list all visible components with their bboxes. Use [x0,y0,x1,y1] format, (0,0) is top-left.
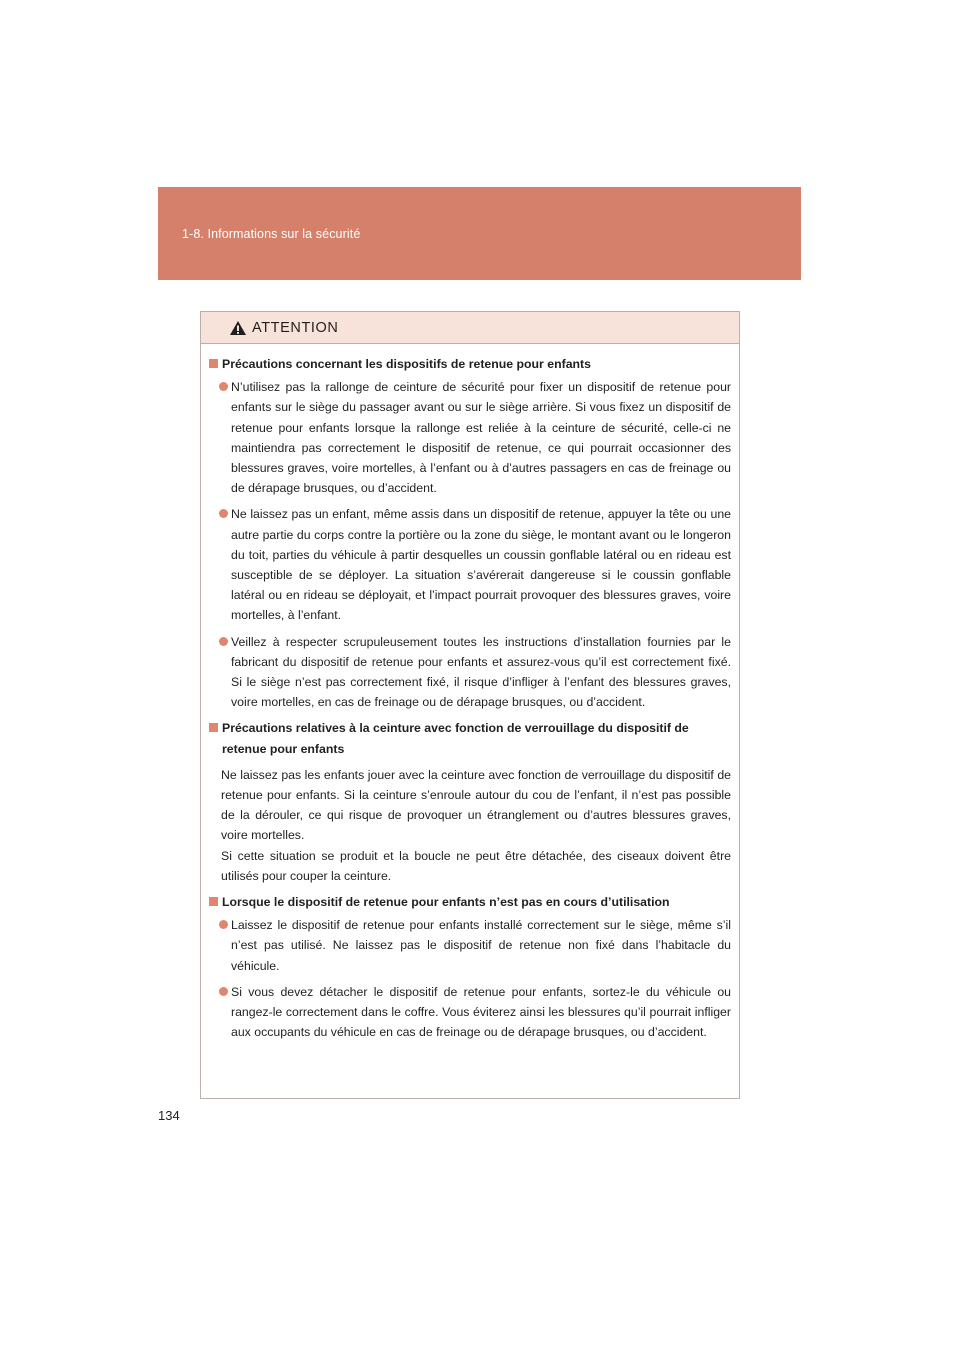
section-header-band [158,187,801,280]
warning-title: ATTENTION [252,319,339,336]
section-non-utilisation [209,892,731,1042]
warning-box [200,311,740,1099]
page-number: 134 [158,1108,180,1123]
list-item: Veillez à respecter scrupuleusement toutes les instructions d’installation fournies par le fabricant du dispositif de retenue pour enfants et assurez-vous qu’il est correctement fixé. Si le siège n’est pas correctement fixé, il risque d’infliger à l’enfant des blessures graves, voire mortelles, en cas de freinage ou de dérapage brusques, ou d’accident. [209,632,731,713]
warning-body [201,344,739,1043]
section-ceinture-verrouillage [209,718,731,886]
paragraph: Si cette situation se produit et la boucle ne peut être détachée, des ciseaux doivent être utilisés pour couper la ceinture. [221,848,731,883]
list-item: N’utilisez pas la rallonge de ceinture de sécurité pour fixer un dispositif de retenue pour enfants sur le siège du passager avant ou sur le siège arrière. Si vous fixez un dispositif de retenue pour enfants lorsque la rallonge est reliée à la ceinture de sécurité, celle-ci ne maintiendra pas correctement le dispositif de retenue, ce qui pourrait occasionner des blessures graves, voire mortelles, à l’enfant ou à d’autres passagers en cas de freinage ou de dérapage brusques, ou d’accident. [209,377,731,498]
list-item: Si vous devez détacher le dispositif de retenue pour enfants, sortez-le du véhicule ou rangez-le correctement dans le coffre. Vous éviterez ainsi les blessures qu’il pourrait infliger aux occupants du véhicule en cas de freinage ou de dérapage brusques, ou d’accident. [209,982,731,1043]
list-item: Ne laissez pas un enfant, même assis dans un dispositif de retenue, appuyer la tête ou une autre partie du corps contre la portière ou la zone du siège, le montant avant ou le longeron du toit, parties du véhicule à partir desquelles un coussin gonflable latéral ou en rideau est susceptible de se déployer. La situation s’avérerait dangereuse si le coussin gonflable latéral ou en rideau se déployait, et l’impact pourrait provoquer des blessures graves, voire mortelles, à l’enfant. [209,504,731,625]
square-bullet-icon [209,359,218,368]
warning-header [201,312,739,344]
round-bullet-icon [219,987,228,996]
sub-heading: Précautions concernant les dispositifs de retenue pour enfants [209,354,731,374]
round-bullet-icon [219,920,228,929]
warning-triangle-icon [229,320,247,336]
paragraph: Ne laissez pas les enfants jouer avec la ceinture avec fonction de verrouillage du dispositif de retenue pour enfants. Si la ceinture s’enroule autour du cou de l’enfant, il n’est pas possible de la dérouler, ce qui risque de provoquer un étranglement ou d’autres blessures graves, voire mortelles. [221,767,731,843]
square-bullet-icon [209,723,218,732]
round-bullet-icon [219,637,228,646]
sub-heading: Lorsque le dispositif de retenue pour enfants n’est pas en cours d’utilisation [209,892,731,912]
section-title: 1-8. Informations sur la sécurité [182,227,361,241]
square-bullet-icon [209,897,218,906]
sub-heading: Précautions relatives à la ceinture avec fonction de verrouillage du dispositif de retenue pour enfants [209,718,731,758]
list-item: Laissez le dispositif de retenue pour enfants installé correctement sur le siège, même s’il n’est pas utilisé. Ne laissez pas le dispositif de retenue non fixé dans l’habitacle du véhicule. [209,915,731,976]
section-precautions-dispositifs [209,354,731,712]
round-bullet-icon [219,509,228,518]
round-bullet-icon [219,382,228,391]
